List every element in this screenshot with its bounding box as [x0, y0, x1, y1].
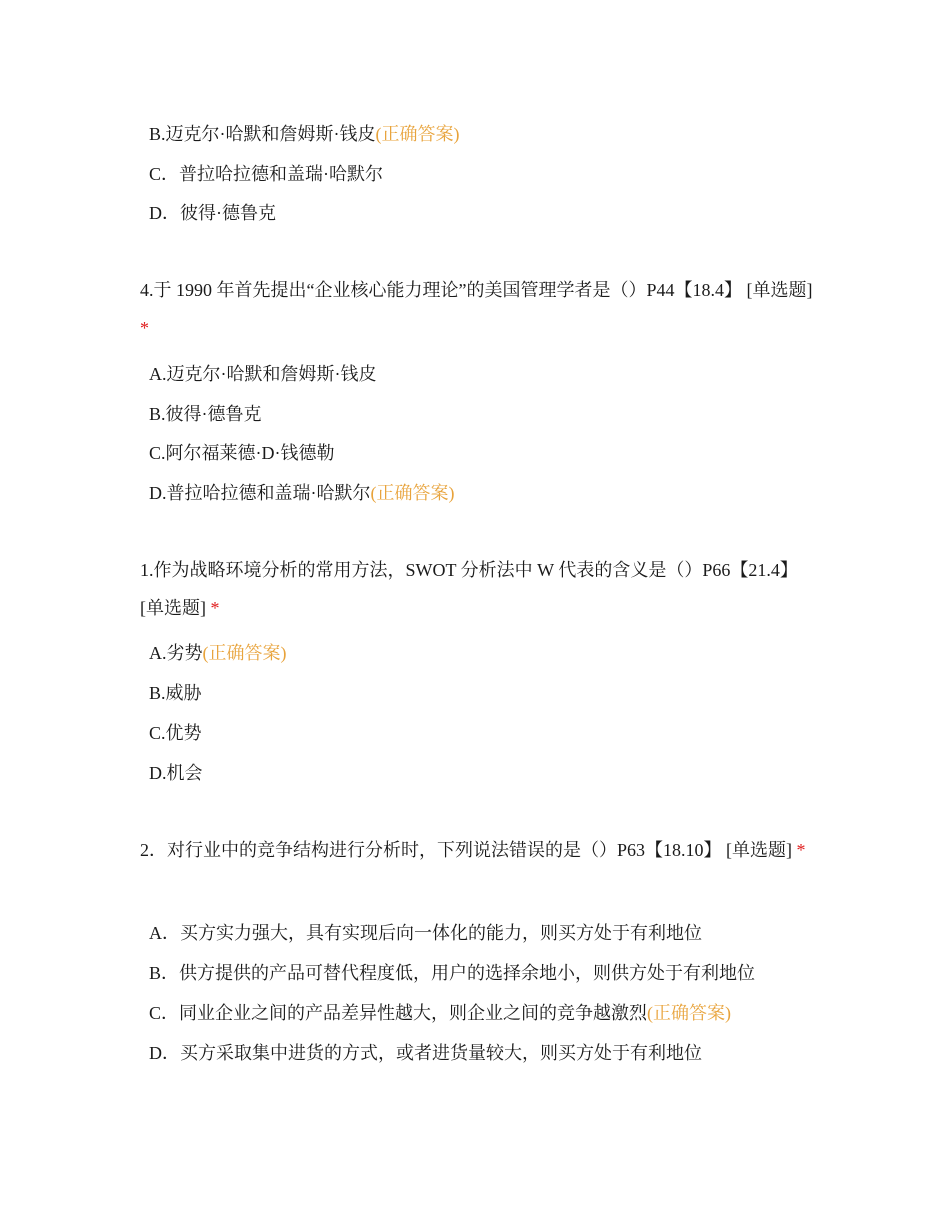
question-text: 2．对行业中的竞争结构进行分析时，下列说法错误的是（）P63【18.10】 [单选题] [140, 840, 792, 860]
option-d [149, 1041, 702, 1065]
option-text: D.机会 [149, 763, 203, 783]
option-b [149, 681, 202, 705]
option-b [149, 402, 262, 426]
option-d [149, 201, 276, 225]
option-c [149, 721, 202, 745]
correct-answer-tag: (正确答案) [202, 643, 287, 663]
option-text: D．彼得·德鲁克 [149, 203, 276, 223]
correct-answer-tag: (正确答案) [375, 124, 460, 144]
question-title [140, 551, 820, 627]
question-text: 1.作为战略环境分析的常用方法，SWOT 分析法中 W 代表的含义是（）P66【21.4】 [单选题] [140, 560, 798, 618]
option-text: A．买方实力强大，具有实现后向一体化的能力，则买方处于有利地位 [149, 923, 702, 943]
option-text: C．普拉哈拉德和盖瑞·哈默尔 [149, 164, 383, 184]
option-text: B.彼得·德鲁克 [149, 404, 262, 424]
option-a [149, 641, 287, 665]
required-mark: * [140, 318, 149, 338]
option-d [149, 481, 455, 505]
correct-answer-tag: (正确答案) [647, 1003, 732, 1023]
option-c [149, 162, 383, 186]
option-c [149, 441, 335, 465]
correct-answer-tag: (正确答案) [370, 483, 455, 503]
question-title [140, 831, 820, 869]
option-text: C.阿尔福莱德·D·钱德勒 [149, 443, 335, 463]
question-title [140, 271, 820, 347]
question-text: 4.于 1990 年首先提出“企业核心能力理论”的美国管理学者是（）P44【18.4】 [单选题] [140, 280, 813, 300]
option-a [149, 362, 377, 386]
option-text: B.迈克尔·哈默和詹姆斯·钱皮 [149, 124, 376, 144]
option-a [149, 921, 702, 945]
option-text: C.优势 [149, 723, 202, 743]
option-d [149, 761, 203, 785]
option-text: C．同业企业之间的产品差异性越大，则企业之间的竞争越激烈 [149, 1003, 648, 1023]
option-text: B.威胁 [149, 683, 202, 703]
option-text: D.普拉哈拉德和盖瑞·哈默尔 [149, 483, 371, 503]
option-text: B．供方提供的产品可替代程度低，用户的选择余地小，则供方处于有利地位 [149, 963, 756, 983]
required-mark: * [796, 840, 806, 860]
option-b [149, 122, 460, 146]
required-mark: * [210, 598, 220, 618]
option-text: D．买方采取集中进货的方式，或者进货量较大，则买方处于有利地位 [149, 1043, 702, 1063]
option-c [149, 1001, 731, 1025]
option-b [149, 961, 755, 985]
option-text: A.劣势 [149, 643, 203, 663]
option-text: A.迈克尔·哈默和詹姆斯·钱皮 [149, 364, 377, 384]
